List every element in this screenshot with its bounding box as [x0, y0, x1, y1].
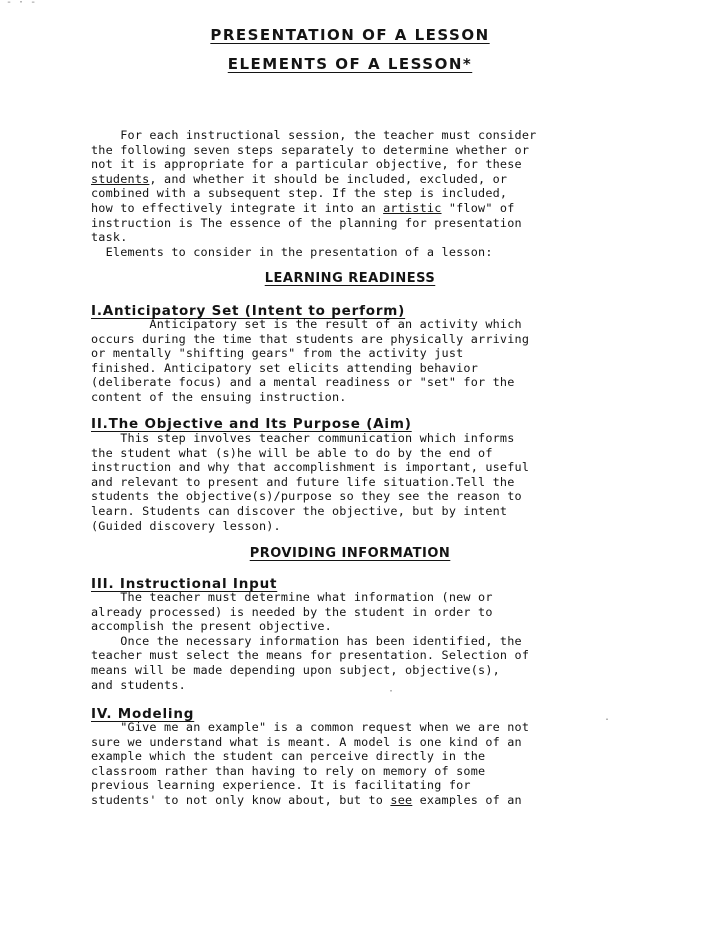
section-providing-information: PROVIDING INFORMATION	[249, 546, 451, 561]
intro-line-3: not it is appropriate for a particular objective, for these	[91, 157, 522, 172]
scan-artifact: .	[604, 712, 611, 723]
objective-line-5: students the objective(s)/purpose so they see the reason to	[91, 489, 522, 504]
objective-line-1: This step involves teacher communication which informs	[91, 431, 515, 445]
scan-artifact: ·	[388, 686, 395, 697]
modeling-line-3: example which the student can perceive directly in the	[91, 749, 486, 764]
objective-line-6: learn. Students can discover the objective, but by intent	[91, 503, 508, 518]
document-title: PRESENTATION OF A LESSON	[210, 26, 490, 44]
intro-line-5: combined with a subsequent step. If the step is included,	[91, 186, 508, 201]
intro-paragraph	[91, 128, 616, 259]
modeling-line-6	[91, 793, 616, 808]
modeling-line-4: classroom rather than having to rely on memory of some	[91, 763, 486, 778]
modeling-line-2: sure we understand what is meant. A model is one kind of an	[91, 734, 522, 749]
objective-line-7: (Guided discovery lesson).	[91, 518, 281, 533]
anticipatory-line-1: Anticipatory set is the result of an activity which	[91, 317, 522, 331]
heading-modeling: IV. Modeling	[91, 706, 195, 722]
input-line-5: teacher must select the means for presentation. Selection of	[91, 648, 530, 663]
intro-line-1: For each instructional session, the teacher must consider	[91, 128, 537, 142]
input-line-4: Once the necessary information has been identified, the	[91, 633, 522, 648]
anticipatory-line-6: content of the ensuing instruction.	[91, 389, 347, 404]
underlined-artistic: artistic	[383, 200, 442, 215]
input-line-3: accomplish the present objective.	[91, 619, 332, 634]
objective-line-2: the student what (s)he will be able to do by the end of	[91, 445, 493, 460]
modeling-line-6-tail: examples of an	[412, 792, 522, 807]
intro-line-9: Elements to consider in the presentation of a lesson:	[91, 244, 493, 259]
heading-objective-purpose: II.The Objective and Its Purpose (Aim)	[91, 416, 412, 432]
intro-line-4	[91, 172, 616, 187]
input-line-1: The teacher must determine what information (new or	[91, 590, 493, 604]
modeling-line-1: "Give me an example" is a common request when we are not	[91, 720, 530, 734]
anticipatory-line-5: (deliberate focus) and a mental readiness or "set" for the	[91, 375, 515, 390]
anticipatory-paragraph	[91, 317, 616, 405]
underlined-students: students	[91, 171, 150, 186]
heading-anticipatory-set: I.Anticipatory Set (Intent to perform)	[91, 303, 406, 319]
anticipatory-line-2: occurs during the time that students are physically arriving	[91, 331, 530, 346]
modeling-line-6-text: students' to not only know about, but to	[91, 792, 391, 807]
modeling-line-5: previous learning experience. It is facilitating for	[91, 778, 471, 793]
intro-line-7: instruction is The essence of the planning for presentation	[91, 215, 522, 230]
document-subtitle: ELEMENTS OF A LESSON*	[227, 55, 473, 73]
scan-artifact: - · -	[6, 0, 37, 8]
intro-line-6-text: how to effectively integrate it into an	[91, 200, 384, 215]
objective-paragraph	[91, 431, 616, 533]
modeling-paragraph	[91, 720, 616, 808]
input-line-6: means will be made depending upon subject, objective(s),	[91, 662, 500, 677]
intro-line-2: the following seven steps separately to determine whether or	[91, 142, 530, 157]
anticipatory-line-3: or mentally "shifting gears" from the activity just	[91, 346, 464, 361]
input-paragraph	[91, 590, 616, 692]
anticipatory-line-4: finished. Anticipatory set elicits attending behavior	[91, 360, 479, 375]
objective-line-4: and relevant to present and future life situation.Tell the	[91, 474, 515, 489]
objective-line-3: instruction and why that accomplishment is important, useful	[91, 460, 530, 475]
input-line-2: already processed) is needed by the student in order to	[91, 604, 493, 619]
intro-line-6-tail: "flow" of	[441, 200, 515, 215]
input-line-7: and students.	[91, 677, 186, 692]
underlined-see: see	[390, 792, 413, 807]
intro-line-6	[91, 201, 616, 216]
intro-line-4-text: , and whether it should be included, excluded, or	[149, 171, 508, 186]
heading-instructional-input: III. Instructional Input	[91, 576, 278, 592]
intro-line-8: task.	[91, 230, 128, 245]
section-learning-readiness: LEARNING READINESS	[264, 271, 436, 286]
